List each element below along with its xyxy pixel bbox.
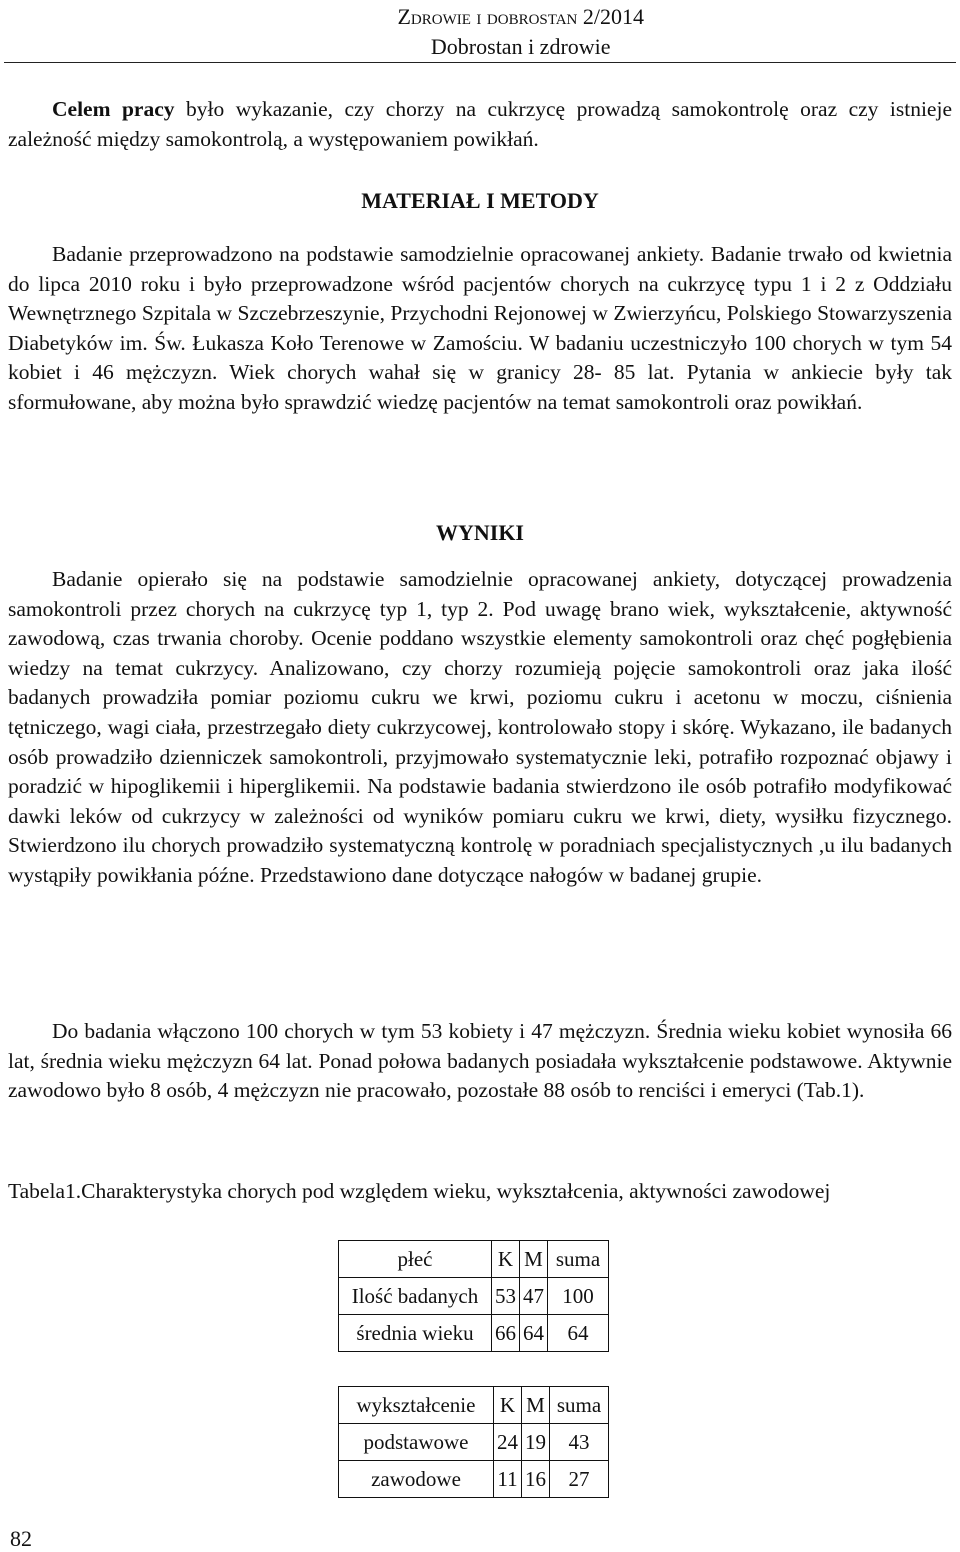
table-cell: suma: [548, 1241, 609, 1278]
results-paragraph-1: [8, 565, 952, 891]
table-age-sex: [338, 1240, 609, 1352]
table-row: [339, 1278, 609, 1315]
table-cell: Ilość badanych: [339, 1278, 492, 1315]
table-cell: K: [494, 1387, 522, 1424]
results-paragraph-2: [8, 1017, 952, 1106]
table-cell: 19: [522, 1424, 550, 1461]
table-cell: wykształcenie: [339, 1387, 494, 1424]
methods-paragraph: [8, 240, 952, 418]
table-caption: Tabela1.Charakterystyka chorych pod względem wieku, wykształcenia, aktywności zawodowej: [8, 1179, 831, 1203]
table-education: [338, 1386, 609, 1498]
aim-paragraph: [8, 95, 952, 154]
table-cell: średnia wieku: [339, 1315, 492, 1352]
table-cell: suma: [550, 1387, 609, 1424]
running-header: [397, 2, 644, 62]
table-cell: 64: [520, 1315, 548, 1352]
results-text-2: Do badania włączono 100 chorych w tym 53 kobiety i 47 mężczyzn. Średnia wieku kobiet wynosiła 66 lat, średnia wieku mężczyzn 64 lat. Ponad połowa badanych posiadała wykształcenie podstawowe. Aktywnie zawodowo było 8 osób, 4 mężczyzn nie pracowało, pozostałe 88 osób to renciści i emeryci (Tab.1).: [8, 1019, 952, 1103]
table-row: [339, 1424, 609, 1461]
table-cell: 16: [522, 1461, 550, 1498]
table-cell: 43: [550, 1424, 609, 1461]
table-row: [339, 1461, 609, 1498]
journal-title: Zdrowie i dobrostan 2/2014: [397, 4, 644, 29]
table-cell: 100: [548, 1278, 609, 1315]
methods-heading: MATERIAŁ I METODY: [361, 188, 599, 213]
table-cell: 66: [492, 1315, 520, 1352]
results-text-1: Badanie opierało się na podstawie samodzielnie opracowanej ankiety, dotyczącej prowadzenia samokontroli przez chorych na cukrzycę typ 1, typ 2. Pod uwagę brano wiek, wykształcenie, aktywność zawodową, czas trwania choroby. Ocenie poddano wszystkie elementy samokontroli oraz chęć pogłębienia wiedzy na temat cukrzycy. Analizowano, czy chorzy rozumieją pojęcie samokontroli oraz jaka ilość badanych prowadziła pomiar poziomu cukru we krwi, poziomu cukru i acetonu w moczu, ciśnienia tętniczego, wagi ciała, przestrzegało diety cukrzycowej, kontrolowało stopy i skórę. Wykazano, ile badanych osób prowadziło dzienniczek samokontroli, przyjmowało systematycznie leki, potrafiło rozpoznać objawy i poradzić w hipoglikemii i hiperglikemii. Na podstawie badania stwierdzono ile osób potrafiło modyfikować dawki leków od cukrzycy w zależności od wyników pomiaru cukru we krwi, diety, wysiłku fizycznego. Stwierdzono ilu chorych prowadziło systematyczną kontrolę w poradniach specjalistycznych ,u ilu badanych wystąpiły powikłania późne. Przedstawiono dane dotyczące nałogów w badanej grupie.: [8, 567, 952, 887]
table-cell: 27: [550, 1461, 609, 1498]
table-row: [339, 1315, 609, 1352]
section-title: Dobrostan i zdrowie: [430, 34, 611, 59]
table-cell: 64: [548, 1315, 609, 1352]
table-row: [339, 1387, 609, 1424]
page-number: 82: [10, 1526, 32, 1551]
table-cell: zawodowe: [339, 1461, 494, 1498]
table-cell: płeć: [339, 1241, 492, 1278]
methods-text: Badanie przeprowadzono na podstawie samodzielnie opracowanej ankiety. Badanie trwało od kwietnia do lipca 2010 roku i było przeprowadzone wśród pacjentów chorych na cukrzycę typu 1 i 2 z Oddziału Wewnętrznego Szpitala w Szczebrzeszynie, Przychodni Rejonowej w Zwierzyńcu, Polskiego Stowarzyszenia Diabetyków im. Św. Łukasza Koło Terenowe w Zamościu. W badaniu uczestniczyło 100 chorych w tym 54 kobiet i 46 mężczyzn. Wiek chorych wahał się w granicy 28- 85 lat. Pytania w ankiecie były tak sformułowane, aby można było sprawdzić wiedzę pacjentów na temat samokontroli oraz powikłań.: [8, 242, 952, 414]
table-cell: 24: [494, 1424, 522, 1461]
aim-text: było wykazanie, czy chorzy na cukrzycę prowadzą samokontrolę oraz czy istnieje zależność między samokontrolą, a występowaniem powikłań.: [8, 97, 952, 151]
results-heading: WYNIKI: [435, 520, 524, 545]
table-cell: 11: [494, 1461, 522, 1498]
table-cell: K: [492, 1241, 520, 1278]
header-rule: [4, 62, 956, 63]
table-cell: M: [520, 1241, 548, 1278]
table-row: [339, 1241, 609, 1278]
table-cell: 47: [520, 1278, 548, 1315]
table-cell: 53: [492, 1278, 520, 1315]
table-cell: M: [522, 1387, 550, 1424]
table-cell: podstawowe: [339, 1424, 494, 1461]
aim-lead: Celem pracy: [52, 97, 175, 121]
